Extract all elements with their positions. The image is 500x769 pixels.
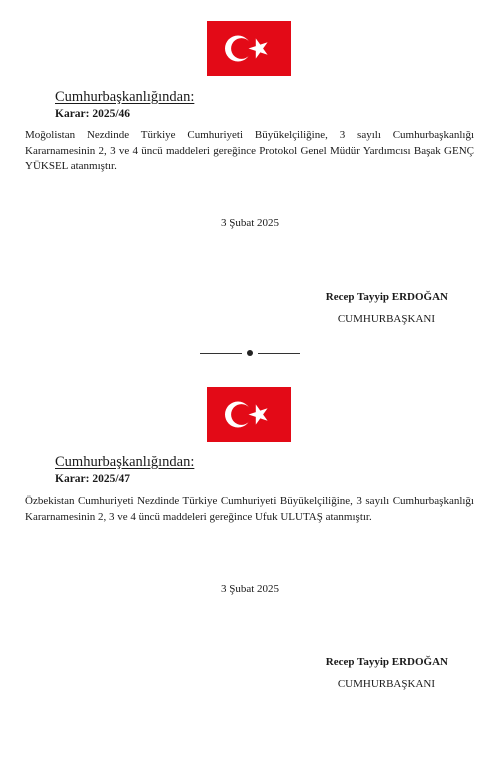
decision-date: 3 Şubat 2025 <box>220 217 280 229</box>
decision-number: Karar: 2025/46 <box>55 108 131 120</box>
decision-number: Karar: 2025/47 <box>55 473 131 485</box>
signer-name: Recep Tayyip ERDOĞAN <box>325 656 448 668</box>
decision-body: Moğolistan Nezdinde Türkiye Cumhuriyeti Büyükelçiliğine, 3 sayılı Cumhurbaşkanlığı Kararnamesinin 2, 3 ve 4 üncü maddeleri gereğince Protokol Genel Müdür Yardımcısı Başak GENÇ YÜKSEL atanmıştır. <box>25 129 474 172</box>
decision-date: 3 Şubat 2025 <box>220 583 280 595</box>
divider-dot-icon <box>247 350 253 356</box>
decision-body: Özbekistan Cumhuriyeti Nezdinde Türkiye Cumhuriyeti Büyükelçiliğine, 3 sayılı Cumhurbaşkanlığı Kararnamesinin 2, 3 ve 4 üncü maddeleri gereğince Ufuk ULUTAŞ atanmıştır. <box>25 495 474 523</box>
issuer-heading: Cumhurbaşkanlığından: <box>55 454 195 470</box>
signer-title: CUMHURBAŞKANI <box>337 313 435 325</box>
turkish-flag-icon <box>207 387 291 442</box>
issuer-heading: Cumhurbaşkanlığından: <box>55 89 195 105</box>
section-divider <box>200 347 300 359</box>
turkish-flag-icon <box>207 21 291 76</box>
signer-name: Recep Tayyip ERDOĞAN <box>325 291 448 303</box>
signer-title: CUMHURBAŞKANI <box>337 678 435 690</box>
